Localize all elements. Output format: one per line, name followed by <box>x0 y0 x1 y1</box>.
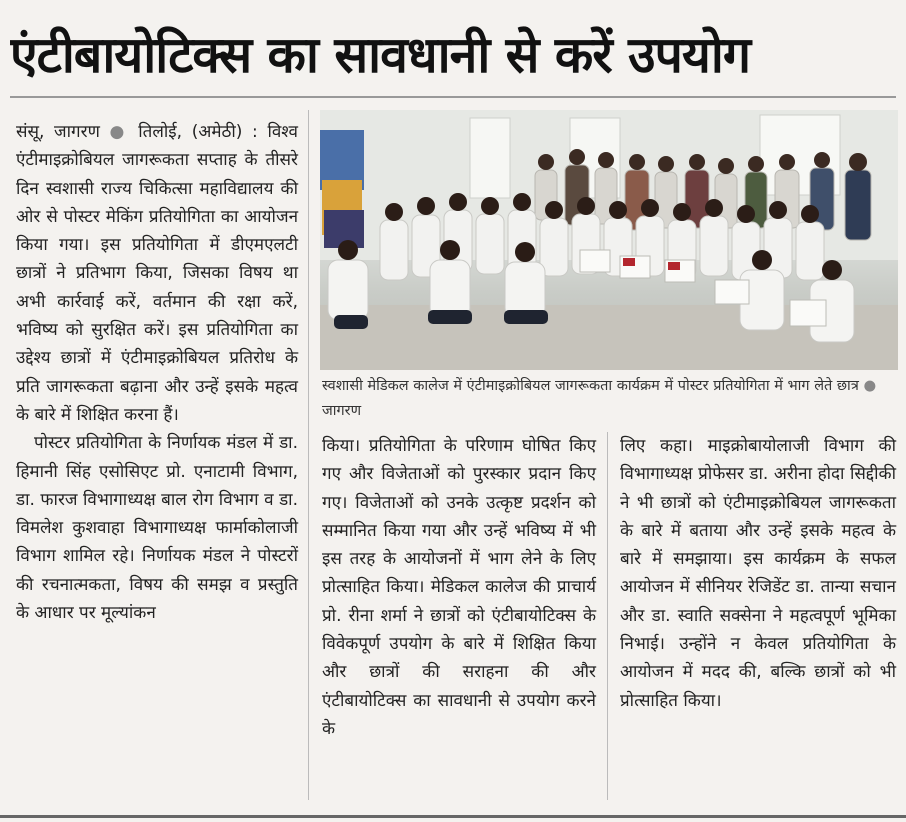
article-para-2: पोस्टर प्रतियोगिता के निर्णायक मंडल में डा. हिमानी सिंह एसोसिएट प्रो. एनाटामी विभाग, डा. फारज विभागाध्यक्ष बाल रोग विभाग व डा. विमलेश कुशवाहा विभागाध्यक्ष फार्माकोलाजी विभाग शामिल रहे। निर्णायक मंडल ने पोस्टरों की रचनात्मकता, विषय की समझ व प्रस्तुति के आधार पर मूल्यांकन <box>16 433 298 624</box>
article-column-3 <box>620 432 896 715</box>
dateline-source: संसू, जागरण <box>16 122 100 142</box>
column-divider <box>607 432 608 800</box>
article-para-1-text: विश्व एंटीमाइक्रोबियल जागरूकता सप्ताह के तीसरे दिन स्वशासी राज्य चिकित्सा महाविद्यालय की ओर से पोस्टर मेकिंग प्रतियोगिता का आयोजन किया गया। इस प्रतियोगिता में डीएमएलटी छात्रों ने प्रतिभाग किया, जिसका विषय था अभी कार्रवाई करें, वर्तमान की रक्षा करें, भविष्य को सुरक्षित करें। इस प्रतियोगिता का उद्देश्य छात्रों में एंटीमाइक्रोबियल प्रतिरोध के प्रति जागरूकता बढ़ाना और उन्हें इसके महत्व के बारे में शिक्षित करना हैं। <box>16 122 298 425</box>
group-photo-illustration <box>320 110 898 370</box>
headline-rule <box>10 96 896 98</box>
dateline-location: तिलोई, (अमेठी) : <box>138 122 258 142</box>
page-bottom-rule <box>0 815 906 818</box>
column-divider <box>308 110 309 800</box>
photo-credit: जागरण <box>322 403 362 419</box>
dateline-dot: ● <box>109 122 139 142</box>
article-column-2-text: किया। प्रतियोगिता के परिणाम घोषित किए गए और विजेताओं को पुरस्कार प्रदान किए गए। विजेताओं को उनके उत्कृष्ट प्रदर्शन को सम्मानित किया गया और उन्हें भविष्य में भी इस तरह के आयोजनों में भाग लेने के लिए प्रोत्साहित किया। मेडिकल कालेज की प्राचार्य प्रो. रीना शर्मा ने छात्रों को एंटीबायोटिक्स के विवेकपूर्ण उपयोग के बारे में शिक्षित किया और छात्रों की सराहना की और एंटीबायोटिक्स का सावधानी से उपयोग करने के <box>322 436 596 739</box>
event-photo <box>320 110 898 370</box>
page-top-edge <box>0 0 906 12</box>
photo-caption <box>322 374 898 424</box>
headline: एंटीबायोटिक्स का सावधानी से करें उपयोग <box>10 26 751 84</box>
article-para-1 <box>16 118 298 429</box>
caption-dot: ● <box>863 378 877 394</box>
article-column-1 <box>16 118 298 627</box>
photo-caption-text: स्वशासी मेडिकल कालेज में एंटीमाइक्रोबियल जागरूकता कार्यक्रम में पोस्टर प्रतियोगिता में भाग लेते छात्र <box>322 378 859 394</box>
article-column-3-text: लिए कहा। माइक्रोबायोलाजी विभाग की विभागाध्यक्ष प्रोफेसर डा. अरीना होदा सिद्दीकी ने भी छात्रों को एंटीमाइक्रोबियल जागरूकता के बारे में बताया और उन्हें इसके महत्व के बारे में समझाया। इस कार्यक्रम के सफल आयोजन में सीनियर रेजिडेंट डा. तान्या सचान और डा. स्वाति सक्सेना ने महत्वपूर्ण भूमिका निभाई। उन्होंने न केवल प्रतियोगिता के आयोजन में मदद की, बल्कि छात्रों को भी प्रोत्साहित किया। <box>620 436 896 711</box>
article-column-2 <box>322 432 596 743</box>
